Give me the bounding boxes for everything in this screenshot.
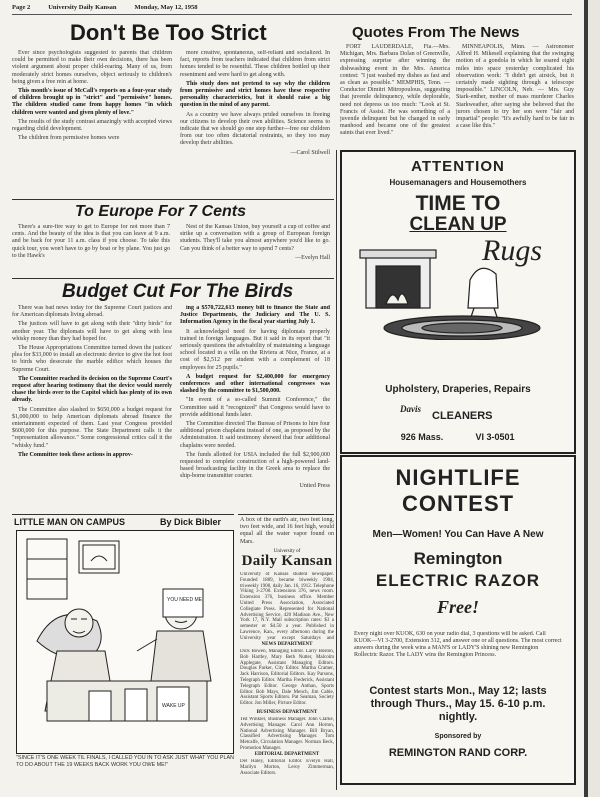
cartoon-panel (16, 530, 234, 754)
column-divider (336, 150, 337, 790)
fireplace-illustration (350, 240, 566, 340)
strict-paragraph: more creative, spontaneous, self-reliant and socialized. In fact, reports from teachers indicated that children from strict homes tended to be resentful. These children bottled up their resentment and were hard to get along with. (180, 50, 330, 78)
cartoon-title: LITTLE MAN ON CAMPUS (14, 517, 125, 527)
europe-column-2 (180, 224, 330, 276)
budget-paragraph-bold (180, 374, 330, 396)
strict-signature: —Carol Stilwell (290, 149, 330, 156)
budget-paragraph-emphasis: The Committee reached its decision on the Supreme Court's request after hearing testimony that the device would merely chase the birds over to the Capitol which has plenty of its own already. (12, 375, 172, 404)
budget-paragraph-bold (180, 305, 330, 327)
budget-paragraph-emphasis: ing a $570,722,613 money bill to finance the State and Justice Departments, the Judiciary and The U. S. Information Agency in the fiscal year starting July 1. (180, 305, 330, 326)
quotes-headline: Quotes From The News (352, 24, 520, 41)
ad-rugs-script: Rugs (482, 234, 542, 267)
quotes-column-1 (340, 44, 450, 146)
divider (12, 514, 234, 515)
budget-paragraph-emphasis: A budget request for $2,400,000 for emergency conferences and other international congresses was slashed by the committee to $1,500,000. (180, 373, 330, 395)
editorial-dept-heading: EDITORIAL DEPARTMENT (254, 752, 320, 757)
budget-column-2 (180, 305, 330, 512)
budget-paragraph: The funds allotted for USIA included the full $2,900,000 requested to complete construction of a high-powered land-based broadcasting facility in the Greek area to replace the ship-borne transmitter courier. (180, 451, 330, 480)
budget-paragraph: The Committee also slashed to $650,000 a budget request for $1,000,000 to help American diplomats abroad finance the entertainment expected of them. Last year Congress provided $600,000 for this purpose. The State Department calls it the "representation allowance." Some congressional critics call it the "whisky fund." (12, 406, 172, 449)
contest-title-line-1: NIGHTLIFE (395, 465, 521, 490)
contest-dates: Contest starts Mon., May 12; lasts through Thurs., May 15. 6-10 p.m. nightly. (369, 685, 547, 723)
quotes-text: FORT LAUDERDALE, Fla.—Mrs. Michigan, Mrs. Barbara Dolan of Greenville, expressing surprise after winning the dishwashing event in the Mrs. America contest: "I just washed my dishes as fast and as clean as possible." MEMPHIS, Tenn. — Conductor Dimitri Mitropoulous, suggesting that juvenile delinquency, while deplorable, need not depress us too much: "Look at St. Francis of Assisi. He was something of a juvenile delinquent but he changed in early manhood and became one of the greatest saints that ever lived." (340, 44, 450, 137)
budget-paragraph: There was bad news today for the Supreme Court justices and for American diplomats living abroad. (12, 305, 172, 319)
editorial-dept-staff: Del Haley, Editorial Editor. Evelyn Hall, Marilyn Morton, Leroy Zimmerman, Associate Editors. (240, 759, 334, 776)
filler-text: A box of the earth's air, two feet long, two feet wide, and 16 feet high, would equal all the water vapor found on Mars. (240, 517, 334, 545)
paper-name: University Daily Kansan (48, 4, 117, 11)
budget-paragraph: The Committee directed The Bureau of Prisons to hire four additional prison chaplains instead of one, as proposed by the Administration. It said testimony showed that four additional chaplains were needed. (180, 421, 330, 449)
contest-tagline: Men—Women! You Can Have A New (372, 529, 544, 540)
europe-headline: To Europe For 7 Cents (75, 203, 246, 220)
europe-signature: —Evelyn Hall (295, 254, 330, 261)
budget-paragraph: "In event of a so-called Summit Conference," the Committee said it "recognized" that Congress would have to provide additional funds later. (180, 397, 330, 418)
contest-product: ELECTRIC RAZOR (375, 571, 541, 590)
cartoon-sign-1: YOU NEED ME (167, 597, 203, 603)
europe-text: There's a sure-fire way to get to Europe for not more than 7 cents. And the beauty of the idea is that you can leave at 9 a.m. and be back for your 11 a.m. class if you choose. To take this quick tour, you won't have to go by boat or by plane. You just go to the Hawk's (12, 224, 170, 259)
ad-remington-contest (340, 455, 576, 785)
strict-column-2 (180, 50, 330, 198)
strict-paragraph-emphasis: This study does not pretend to say why the children from permissive and strict homes have these respective personality characteristics, but it should raise a big question in the mind of any parent. (180, 80, 330, 109)
contest-title-line-2: CONTEST (401, 491, 515, 516)
budget-paragraph-emphasis: The Committee took these actions in approv- (18, 451, 133, 458)
news-dept-heading: NEWS DEPARTMENT (261, 642, 313, 647)
budget-paragraph-bold (12, 452, 172, 459)
page-edge (584, 0, 600, 797)
ad-line-time-to: TIME TO (415, 192, 501, 215)
ad-line-clean-up: CLEAN UP (409, 214, 507, 235)
news-dept-staff: Dick Bowen, Managing Editor. Larry Boston, Bob Hartley, Mary Beth Nutter, Malcolm Applegate, Assistant Managing Editors. Douglas Parker, City Editor. Martha Cramer, Jack Harrison, Editorial Editors. Kay Parsons, Telegraph Editor. Martha Frederick, Assistant Telegraph Editor. George Anthan, Sports Editor. Bob Mays, Dale Mench, Jim Cable, Assistant Sports Editors. Pat Seaman, Society Editor. Jon Miller, Picture Editor. (240, 649, 334, 707)
ad-audience: Housemanagers and Housemothers (389, 178, 527, 187)
masthead-info: University of Kansas student newspaper. Founded 1889, became biweekly 1904, triweekly 1908, daily Jan. 16, 1912. Telephone Viking 3-2700. Extensions 376, news room. Extension 376, business office. Member United Press Association, Associated Collegiate Press. Represented for National Advertising Service, 420 Madison Ave., New York 17, N.Y. Mail subscription rates: $3 a semester or $4.50 a year. Published in Lawrence, Kan., every afternoon during the University year except Saturdays and (240, 572, 334, 640)
contest-details: Every night over KUOK, 630 on your radio dial, 3 questions will be asked. Call KUOK—VI 3-2700, Extension 312, and answer one or all questions. The most correct answers during the week wins a MAN'S or LADY'S shining new Remington Rollectric Razor. The LADY wins the Remington Princess. (354, 631, 562, 658)
page-number: Page 2 (12, 4, 31, 11)
divider (12, 278, 334, 279)
strict-paragraph-emphasis: This month's issue of McCall's reports on a four-year study of children brought up in "strict" and "permissive" homes. The children studied came from happy homes "in which children were wanted and given plenty of love." (12, 88, 172, 116)
ad-attention: ATTENTION (411, 158, 505, 175)
business-dept-staff: Ted Winkler, Business Manager. John Clarke, Advertising Manager. Carol Ann Horton, National Advertising Manager. Bill Bryan, Classified Advertising Manager. Tom Metcalfe, Circulation Manager. Norman Beck, Promotion Manager. (240, 717, 334, 751)
strict-paragraph-bold (12, 88, 172, 117)
masthead-title: Daily Kansan (241, 553, 333, 569)
ad-services: Upholstery, Draperies, Repairs (385, 384, 531, 395)
ad-cleaners-name: CLEANERS (432, 410, 493, 422)
ad-cleaners (340, 150, 576, 454)
ad-address: 926 Mass. (400, 432, 444, 442)
issue-date: Monday, May 12, 1958 (134, 4, 198, 11)
budget-paragraph-bold (12, 376, 172, 405)
europe-text: Nest of the Kansas Union, buy yourself a cup of coffee and strike up a conversation with a group of European foreign students. They'll take you almost anywhere you'd like to go. Can you think of a better way to spend 7 cents? (180, 224, 330, 252)
quotes-column-2 (456, 44, 574, 146)
contest-free: Free! (437, 597, 479, 617)
contest-sponsor: REMINGTON RAND CORP. (388, 747, 528, 759)
divider (238, 514, 334, 515)
adjacent-page-strip (588, 0, 600, 797)
page-header (12, 4, 572, 15)
strict-paragraph-bold (180, 81, 330, 110)
ad-brand-script: Davis (400, 404, 421, 414)
ad-phone: VI 3-0501 (475, 432, 515, 442)
cartoon-caption: "SINCE IT'S ONE WEEK TIL FINALS, I CALLED YOU IN TO ASK JUST WHAT YOU PLAN TO DO ABOUT THE 19 WEEKS BACK WORK YOU OWE ME!" (16, 755, 234, 768)
quotes-text: MINNEAPOLIS, Minn. — Astronomer Alfred H. Mikesell explaining that the swinging motion of a gondola in which he soared eight miles into space yesterday complicated his observation work: "I didn't get airsick, but it certainly made sighting through a telescope impossible." LINCOLN, Neb. — Mrs. Guy Stark-enther, mother of mass murderer Charles Starkweather, after saying she believed that the jurors chosen to try her son were "fair and impartial" people: "It's awfully hard to be fair in a case like this." (456, 44, 574, 130)
editorial-headline-strict: Don't Be Too Strict (70, 20, 267, 45)
cartoon-sign-2: WAKE UP (162, 703, 185, 709)
contest-brand: Remington (413, 549, 503, 568)
budget-signature: United Press (299, 482, 330, 489)
cartoon-author: By Dick Bibler (160, 517, 222, 527)
business-dept-heading: BUSINESS DEPARTMENT (256, 710, 318, 715)
budget-paragraph: It acknowledged need for having diplomats properly trained in foreign languages. But it said in its report that "it seriously questions the advisability of maintaining a language school located in a villa on the Riviera at Nice, France, at a cost of $2,512 per student with a complement of 18 employees for 25 pupils." (180, 328, 330, 371)
strict-paragraph: The results of the study contrast amazingly with accepted views regarding child development. (12, 118, 172, 133)
divider (12, 199, 334, 200)
strict-paragraph: The children from permissive homes were (18, 135, 120, 142)
strict-paragraph: As a country we have always prided ourselves in freeing our citizens to develop their own abilities. Science seems to indicate that we should go one step further—free our children from our too often dictatorial restraints, so they too may develop their abilities. (180, 111, 330, 147)
budget-paragraph: The House Appropriations Committee turned down the justices' plea for $33,000 to install an electronic device to give the hot foot to birds who desecrate the marble edifice which houses the Supreme Court. (12, 345, 172, 373)
budget-headline: Budget Cut For The Birds (62, 281, 294, 302)
budget-column-1 (12, 305, 172, 512)
masthead-university: University of (273, 549, 301, 554)
cartoon-drawing (17, 531, 233, 753)
contest-sponsor-label: Sponsored by (434, 733, 482, 740)
strict-paragraph: Ever since psychologists suggested to parents that children could be permitted to make their own decisions, there has been violent argument about proper child-rearing. Many of us, from moderately strict homes ourselves, object seriously to children's being given a free rein at home. (12, 50, 172, 85)
budget-paragraph: The justices will have to get along with their "dirty birds" for another year. The diplomats will have to get along with less whisky money than they had hoped for. (12, 321, 172, 342)
europe-column-1 (12, 224, 170, 276)
strict-column-1 (12, 50, 172, 198)
